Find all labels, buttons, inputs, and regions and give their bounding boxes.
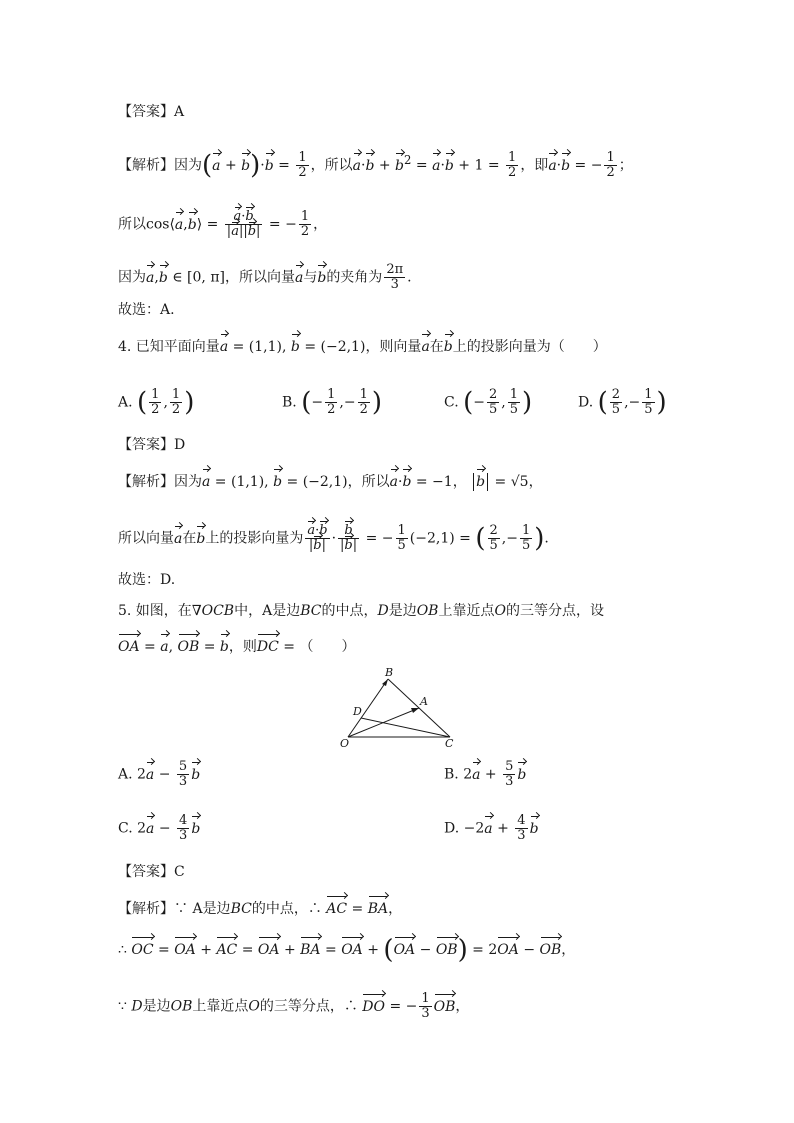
label-b: B (385, 666, 394, 679)
q3-choice: 故选：A. (118, 302, 175, 318)
q5-analysis-line1: 【解析】∵ A是边BC的中点，∴ AC = BA， (118, 901, 403, 917)
q5-stem-line1: 5. 如图，在∇OCB中，A是边BC的中点，D是边OB上靠近点O的三等分点，设 (118, 603, 604, 619)
q5-answer: 【答案】C (118, 864, 185, 880)
q4-option-d[interactable]: D. ( $\frac{2}{5}$ ,− $\frac{1}{5}$ ) (578, 387, 667, 418)
q4-answer: 【答案】D (118, 437, 186, 453)
q3-analysis-line3: 因为a,b ∈ [0, π]，所以向量a与b的夹角为 $\frac{2\pi}{3}$ . (118, 262, 412, 292)
label-o: O (340, 737, 350, 750)
q3-analysis-line2: 所以cos⟨a,b⟩ = $\frac{a\cdot b}{|a||b|}$ = − $\frac{1}{2}$ ， (118, 209, 328, 239)
label-d: D (353, 705, 362, 718)
q3-analysis-line1: 【解析】因为(a + b)·b = $\frac{1}{2}$ ，所以$a\cdot b + b^2 = a\cdot b + 1$ = $\frac{1}{2}$ ，即a·b = − $\frac{1}{2}$ ； (118, 150, 633, 181)
q4-stem: 4. 已知平面向量a = (1,1), b = (−2,1)，则向量a在b上的投影向量为（ ） (118, 339, 607, 355)
q4-choice: 故选：D. (118, 572, 176, 588)
q5-option-d[interactable]: D. −2a + $\frac{4}{3}$ b (444, 813, 539, 843)
q3-answer: 【答案】A (118, 104, 185, 120)
q4-analysis-line2: 所以向量a在b上的投影向量为 $\frac{a\cdot b}{|b|}$ · $\frac{b}{|b|}$ = − $\frac{1}{5}$ (−2,1) = ( $\frac{2}{5}$ ,− $\frac{1}{5}$ ). (118, 523, 549, 554)
q5-stem-line2: OA = a, OB = b，则DC = （ ） (118, 639, 356, 655)
label-c: C (445, 737, 454, 750)
q5-option-a[interactable]: A. 2a − $\frac{5}{3}$ b (118, 759, 201, 789)
q5-option-b[interactable]: B. 2a + $\frac{5}{3}$ b (444, 759, 527, 789)
label-a: A (420, 695, 428, 708)
q5-analysis-line3: ∵ D是边OB上靠近点O的三等分点，∴ DO = − $\frac{1}{3}$ OB， (118, 991, 470, 1021)
q5-analysis-line2: ∴ OC = OA + AC = OA + BA = OA + (OA − OB) = 2OA − OB， (118, 935, 576, 965)
triangle-figure (336, 664, 460, 750)
q4-analysis-line1: 【解析】因为a = (1,1), b = (−2,1)，所以a·b = −1， b = √5， (118, 474, 543, 490)
q4-option-a[interactable]: A. ( $\frac{1}{2}$ , $\frac{1}{2}$ ) (118, 387, 195, 418)
q5-option-c[interactable]: C. 2a − $\frac{4}{3}$ b (118, 813, 201, 843)
q4-option-c[interactable]: C. (− $\frac{2}{5}$ , $\frac{1}{5}$ ) (444, 387, 533, 418)
q4-option-b[interactable]: B. (− $\frac{1}{2}$ ,− $\frac{1}{2}$ ) (282, 387, 382, 418)
